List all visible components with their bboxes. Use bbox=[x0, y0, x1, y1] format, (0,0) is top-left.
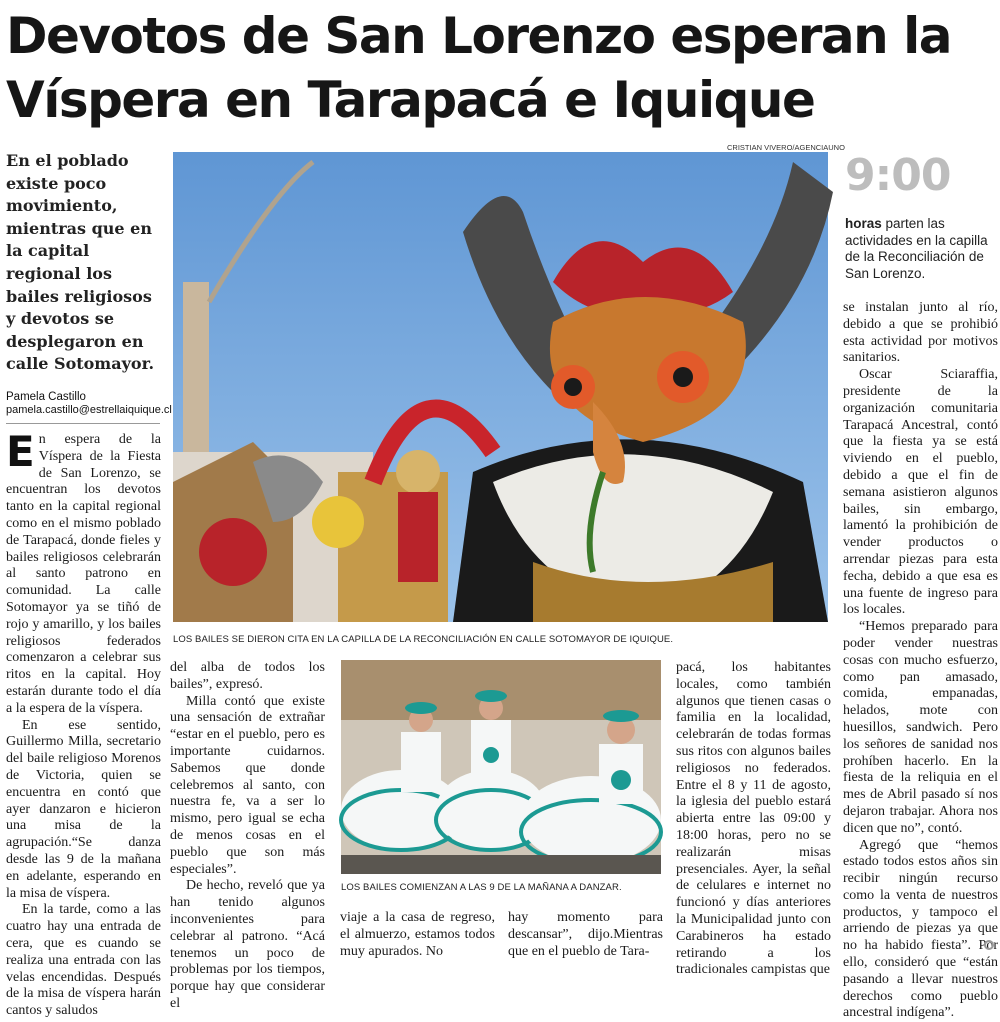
main-photo-caption: LOS BAILES SE DIERON CITA EN LA CAPILLA DE LA RECONCILIACIÓN EN CALLE SOTOMAYOR DE IQUIQUE. bbox=[173, 634, 673, 645]
headline-line-1: Devotos de San Lorenzo esperan la bbox=[6, 7, 951, 65]
headline bbox=[6, 4, 996, 132]
end-mark-icon bbox=[984, 940, 994, 950]
article-paragraph: Milla contó que existe una sensación de extrañar “estar en el pueblo, pero es importante cuidarnos. Sabemos que donde celebremos al santo, con nuestra fe, va a ser lo mismo, pero igual se echa de menos cosas en el pueblo que son más especiales”. bbox=[170, 694, 325, 879]
stat-number: 9:00 bbox=[845, 150, 950, 202]
drop-cap: E bbox=[6, 434, 35, 470]
article-paragraph: De hecho, reveló que ya han tenido algunos inconvenientes para celebrar al patrono. “Acá tenemos un poco de problemas por los tiempos, porque hay que considerar el bbox=[170, 878, 325, 1012]
article-paragraph: En espera de la Víspera de la Fiesta de San Lorenzo, se encuentran los devotos tanto en la capital regional como en el mismo poblado de Tarapacá, donde fieles y bailes religiosos celebrarán al santo patrono en comunidad. La calle Sotomayor ya se tiñó de rojo y amarillo, y los bailes religiosos federados comenzaron a celebrar sus ritos en la capital. Hoy estarán durante todo el día a la espera de la víspera. bbox=[6, 432, 161, 718]
article-column-3 bbox=[340, 910, 495, 960]
main-photo bbox=[173, 152, 828, 622]
article-column-2 bbox=[170, 660, 325, 1013]
photo-credit: CRISTIAN VIVERO/AGENCIAUNO bbox=[727, 143, 845, 152]
article-paragraph: Oscar Sciaraffia, presidente de la organización comunitaria Tarapacá Ancestral, contó que la fiesta ya se está viviendo en el pueblo, debido a que el fin de semana asistieron algunos bailes, sin embargo, lamentó la prohibición de vender productos o arrendar piezas para esta fecha, debido a que esa es una fuente de ingreso para los locales. bbox=[843, 367, 998, 619]
article-paragraph: se instalan junto al río, debido a que se prohibió esta actividad por motivos sanitarios. bbox=[843, 300, 998, 367]
dancers-photo bbox=[341, 660, 661, 874]
stat-bold: horas bbox=[845, 216, 882, 231]
article-paragraph: pacá, los habitantes locales, como también algunos que tienen casas o familia en la localidad, celebrarán de todas formas sus ritos con algunos bailes religiosos no federados. Entre el 8 y 11 de agosto, la iglesia del pueblo estará abierta entre las 09:00 y 18:00 horas, pero no se realizarán misas presenciales. Ayer, la señal de celulares e internet no funcionó y días anteriores la Municipalidad junto con Carabineros ha estado retirando a los tradicionales campistas que bbox=[676, 660, 831, 979]
dancers-photo-caption: LOS BAILES COMIENZAN A LAS 9 DE LA MAÑANA A DANZAR. bbox=[341, 882, 622, 893]
stat-description: parten las actividades en la capilla de la Reconciliación de San Lorenzo. bbox=[845, 216, 988, 281]
article-paragraph: viaje a la casa de regreso, el almuerzo, estamos todos muy apurados. No bbox=[340, 910, 495, 960]
article-paragraph: “Hemos preparado para poder vender nuestras cosas con mucho esfuerzo, como pan amasado, comida, empanadas, helados, mote con huesillos, sandwich. Pero los señores de sanidad nos prohíben hacerlo. En la fiesta de la reliquia en el mes de Abril pasado sí nos dejaron trabajar. Ahora nos dicen que no”, contó. bbox=[843, 619, 998, 837]
article-paragraph: En ese sentido, Guillermo Milla, secretario del baile religioso Morenos de Victoria, quien se encuentra en contó que ayer danzaron e hicieron una misa de la agrupación.“Se danza desde las 9 de la mañana en adelante, esperando en la misa de víspera. bbox=[6, 718, 161, 903]
article-column-4 bbox=[508, 910, 663, 960]
article-column-1 bbox=[6, 432, 161, 1020]
article-paragraph: Agregó que “hemos estado todos estos años sin recibir ningún recurso como la venta de nuestros productos, y tampoco el arriendo de piezas ya que no ha habido fiesta”. Por ello, consideró que “están pasando a llevar nuestros derechos como pueblo ancestral indígena”. bbox=[843, 838, 998, 1022]
byline-email: pamela.castillo@estrellaiquique.cl bbox=[6, 404, 172, 416]
article-paragraph: hay momento para descansar”, dijo.Mientras que en el pueblo de Tara- bbox=[508, 910, 663, 960]
article-paragraph: del alba de todos los bailes”, expresó. bbox=[170, 660, 325, 694]
byline-divider bbox=[6, 423, 160, 424]
lead-paragraph: En el poblado existe poco movimiento, mientras que en la capital regional los bailes religiosos y devotos se desplegaron en calle Sotomayor. bbox=[6, 150, 161, 376]
headline-line-2: Víspera en Tarapacá e Iquique bbox=[6, 71, 814, 129]
article-column-6 bbox=[843, 300, 998, 1022]
stat-text bbox=[845, 216, 997, 282]
article-paragraph: En la tarde, como a las cuatro hay una entrada de cera, que es cuando se realiza una entrada con las velas encendidas. Después de la misa de víspera harán cantos y saludos bbox=[6, 902, 161, 1020]
byline-name: Pamela Castillo bbox=[6, 391, 86, 403]
article-column-5 bbox=[676, 660, 831, 979]
